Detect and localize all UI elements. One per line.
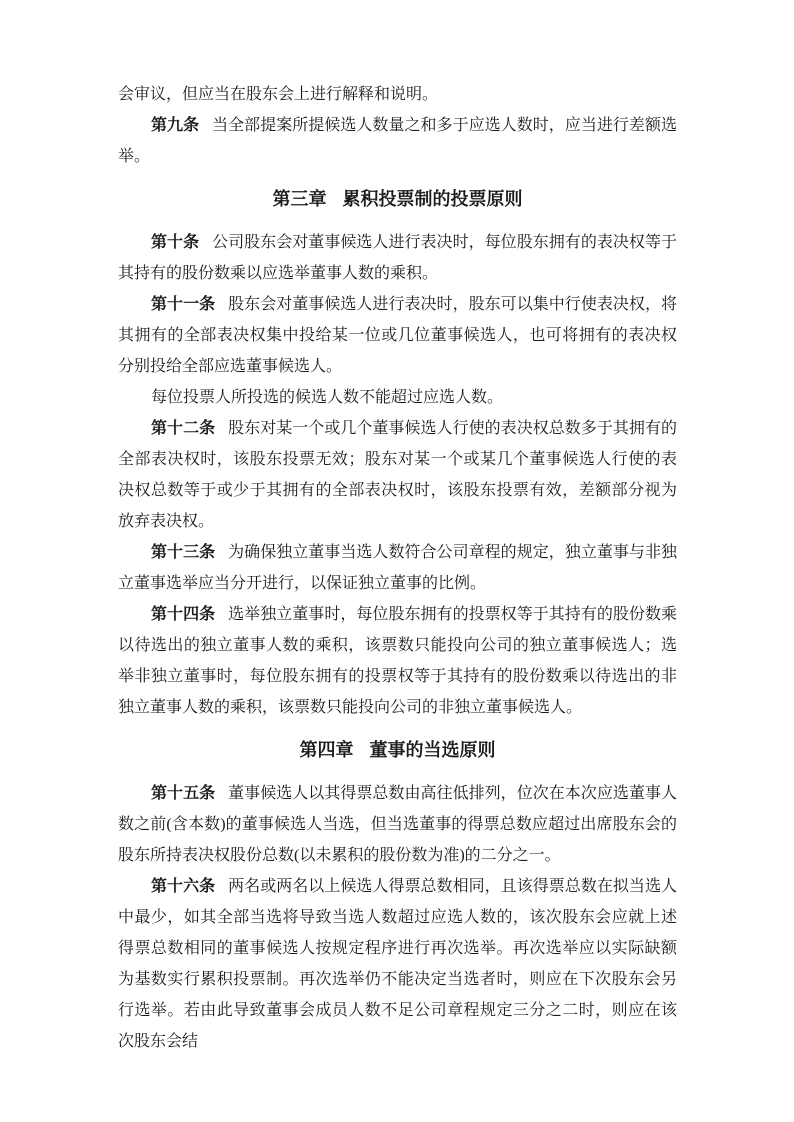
article-10-number: 第十条 [151, 234, 200, 251]
article-11-text: 股东会对董事候选人进行表决时，股东可以集中行使表决权，将其拥有的全部表决权集中投给某一位或几位董事候选人，也可将拥有的表决权分别投给全部应选董事候选人。 [118, 296, 677, 375]
article-15-paragraph [118, 778, 677, 871]
article-13-number: 第十三条 [151, 544, 216, 561]
article-14-number: 第十四条 [151, 606, 216, 623]
article-9-number: 第九条 [151, 117, 200, 134]
article-11-number: 第十一条 [151, 296, 216, 313]
article-9-text: 当全部提案所提候选人数量之和多于应选人数时，应当进行差额选举。 [118, 117, 677, 165]
article-13-paragraph [118, 537, 677, 599]
article-14-paragraph [118, 599, 677, 723]
article-11-sub-paragraph: 每位投票人所投选的候选人数不能超过应选人数。 [151, 389, 504, 406]
chapter-3-heading [118, 184, 677, 215]
article-9-paragraph [118, 110, 677, 172]
article-12-paragraph [118, 413, 677, 537]
article-13-text: 为确保独立董事当选人数符合公司章程的规定，独立董事与非独立董事选举应当分开进行，以保证独立董事的比例。 [118, 544, 677, 592]
article-12-text: 股东对某一个或几个董事候选人行使的表决权总数多于其拥有的全部表决权时，该股东投票无效；股东对某一个或某几个董事候选人行使的表决权总数等于或少于其拥有的全部表决权时，该股东投票有效，差额部分视为放弃表决权。 [118, 420, 677, 530]
chapter-4-number: 第四章 [299, 740, 354, 760]
chapter-4-heading [118, 735, 677, 766]
paragraph-continuation: 会审议，但应当在股东会上进行解释和说明。 [118, 86, 439, 103]
article-15-text: 董事候选人以其得票总数由高往低排列，位次在本次应选董事人数之前(含本数)的董事候选人当选，但当选董事的得票总数应超过出席股东会的股东所持表决权股份总数(以未累积的股份数为准)的二分之一。 [118, 785, 677, 864]
article-12-number: 第十二条 [151, 420, 216, 437]
article-15-number: 第十五条 [151, 785, 216, 802]
chapter-4-title: 董事的当选原则 [369, 740, 496, 760]
chapter-3-title: 累积投票制的投票原则 [342, 189, 523, 209]
article-14-text: 选举独立董事时，每位股东拥有的投票权等于其持有的股份数乘以待选出的独立董事人数的乘积，该票数只能投向公司的独立董事候选人；选举非独立董事时，每位股东拥有的投票权等于其持有的股份数乘以待选出的非独立董事人数的乘积，该票数只能投向公司的非独立董事候选人。 [118, 606, 677, 716]
document-content [118, 79, 677, 1057]
article-16-paragraph [118, 871, 677, 1057]
article-10-text: 公司股东会对董事候选人进行表决时，每位股东拥有的表决权等于其持有的股份数乘以应选举董事人数的乘积。 [118, 234, 677, 282]
chapter-3-number: 第三章 [272, 189, 327, 209]
article-10-paragraph [118, 227, 677, 289]
article-11-paragraph [118, 289, 677, 382]
article-16-text: 两名或两名以上候选人得票总数相同，且该得票总数在拟当选人中最少，如其全部当选将导致当选人数超过应选人数的，该次股东会应就上述得票总数相同的董事候选人按规定程序进行再次选举。再次选举应以实际缺额为基数实行累积投票制。再次选举仍不能决定当选者时，则应在下次股东会另行选举。若由此导致董事会成员人数不足公司章程规定三分之二时，则应在该次股东会结 [118, 878, 677, 1050]
article-16-number: 第十六条 [151, 878, 216, 895]
